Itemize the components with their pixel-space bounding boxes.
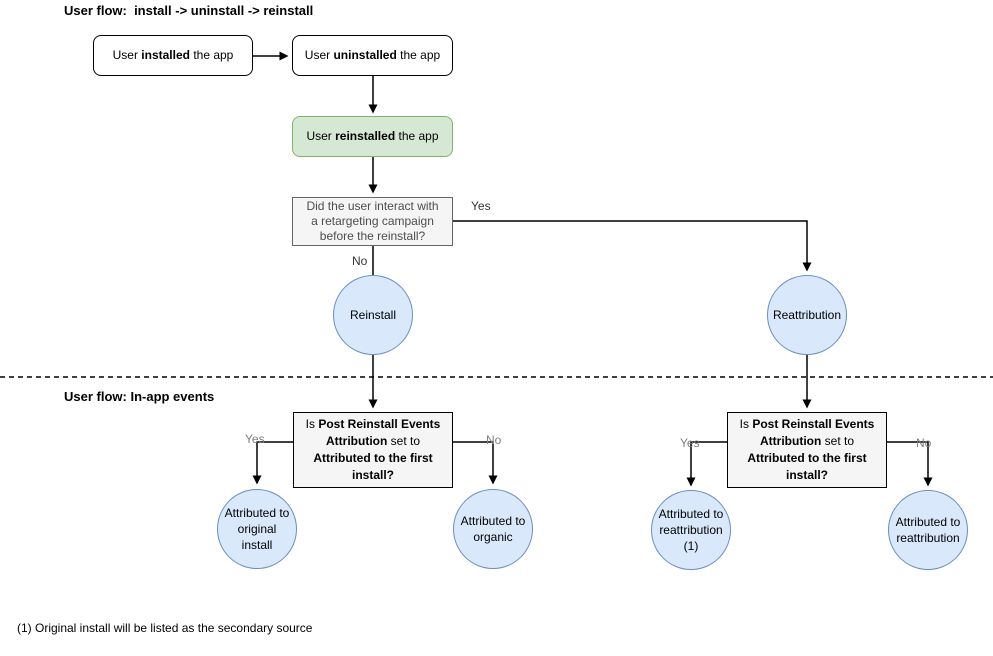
node-user-uninstalled	[292, 35, 453, 76]
node-reinstall-circle	[333, 275, 413, 355]
edge-label-yes-left: Yes	[245, 432, 265, 446]
connector-left-yes-to-original	[257, 442, 293, 483]
connector-left-no-to-organic	[452, 442, 493, 483]
node-post-reinstall-question-right-label: Is Post Reinstall Events Attribution set to Attributed to the first install?	[739, 417, 875, 482]
node-user-installed	[93, 35, 253, 76]
node-reattribution-circle-label: Reattribution	[772, 308, 842, 322]
footnote: (1) Original install will be listed as the secondary source	[17, 621, 313, 635]
node-attributed-reattribution-footnoted	[651, 490, 731, 570]
flow1-title: User flow: install -> uninstall -> reinstall	[64, 3, 314, 18]
node-attributed-reattribution-footnoted-label: Attributed to reattribution (1)	[658, 507, 724, 553]
node-user-installed-label: User installed the app	[112, 48, 234, 62]
node-reattribution-circle	[767, 275, 847, 355]
node-attributed-original-install-label: Attributed to original install	[224, 506, 290, 552]
node-post-reinstall-question-left-label: Is Post Reinstall Events Attribution set to Attributed to the first install?	[305, 417, 441, 482]
node-post-reinstall-question-right	[727, 412, 887, 488]
node-reinstall-circle-label: Reinstall	[349, 308, 397, 322]
node-retargeting-question-label: Did the user interact with a retargeting campaign before the reinstall?	[306, 199, 439, 243]
flow2-title: User flow: In-app events	[64, 389, 215, 404]
connector-yes-to-reattribution-circle	[453, 221, 807, 270]
node-attributed-organic-label: Attributed to organic	[460, 514, 526, 544]
node-user-reinstalled-label: User reinstalled the app	[306, 129, 439, 143]
edge-label-yes-right: Yes	[680, 436, 700, 450]
node-user-reinstalled	[292, 116, 453, 157]
node-attributed-reattribution	[888, 490, 968, 570]
edge-label-no-left: No	[486, 433, 502, 447]
edge-label-yes-top: Yes	[471, 199, 491, 213]
node-attributed-organic	[453, 489, 533, 569]
node-user-uninstalled-label: User uninstalled the app	[304, 48, 441, 62]
node-post-reinstall-question-left	[293, 412, 453, 488]
node-attributed-original-install	[217, 489, 297, 569]
edge-label-no-right: No	[916, 436, 932, 450]
node-retargeting-question	[292, 197, 453, 246]
node-attributed-reattribution-label: Attributed to reattribution	[895, 515, 961, 545]
edge-label-no-top: No	[352, 254, 368, 268]
